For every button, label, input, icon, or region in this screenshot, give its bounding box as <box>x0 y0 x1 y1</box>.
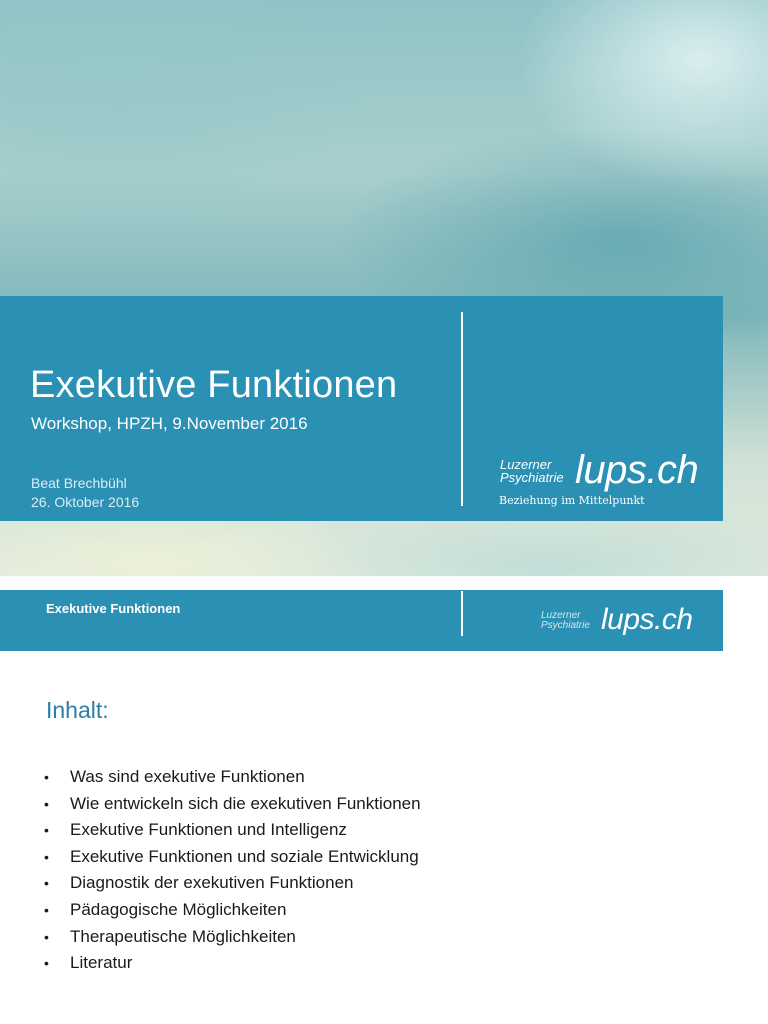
bullet-icon: • <box>44 955 49 972</box>
list-item-text: Pädagogische Möglichkeiten <box>70 899 287 919</box>
presentation-title: Exekutive Funktionen <box>30 364 398 406</box>
logo-line-2: Psychiatrie <box>500 470 564 485</box>
bullet-icon: • <box>44 795 49 812</box>
list-item <box>44 950 421 977</box>
list-item-text: Wie entwickeln sich die exekutiven Funktionen <box>70 793 421 813</box>
header-logo-line-1: Luzerner <box>541 610 581 621</box>
header-logo-line-2: Psychiatrie <box>541 620 590 631</box>
divider-line <box>461 312 463 506</box>
slide-header-title: Exekutive Funktionen <box>46 601 181 616</box>
list-item-text: Was sind exekutive Funktionen <box>70 767 305 786</box>
list-item-text: Therapeutische Möglichkeiten <box>70 926 296 946</box>
list-item <box>44 870 421 897</box>
author-name: Beat Brechbühl <box>31 475 127 491</box>
contents-heading: Inhalt: <box>46 697 109 723</box>
contents-list <box>44 764 421 977</box>
presentation-date: 26. Oktober 2016 <box>31 494 140 510</box>
list-item <box>44 817 421 844</box>
logo-brand: lups.ch <box>575 448 699 492</box>
bullet-icon: • <box>44 769 49 785</box>
header-lups-logo <box>541 605 701 641</box>
logo-org-name <box>500 458 564 484</box>
bullet-icon: • <box>44 901 49 918</box>
list-item-text: Exekutive Funktionen und Intelligenz <box>70 820 347 840</box>
list-item-text: Literatur <box>70 953 133 973</box>
list-item <box>44 897 421 924</box>
bullet-icon: • <box>44 875 49 892</box>
bullet-icon: • <box>44 848 49 865</box>
list-item-text: Diagnostik der exekutiven Funktionen <box>70 873 354 893</box>
header-logo-brand: lups.ch <box>601 603 693 636</box>
list-item <box>44 764 421 791</box>
bullet-icon: • <box>44 928 49 945</box>
bullet-icon: • <box>44 822 49 839</box>
list-item-text: Exekutive Funktionen und soziale Entwicklung <box>70 846 419 866</box>
list-item <box>44 791 421 818</box>
presentation-subtitle: Workshop, HPZH, 9.November 2016 <box>31 414 308 433</box>
header-logo-org-name <box>541 611 590 631</box>
logo-line-1: Luzerner <box>500 457 552 472</box>
list-item <box>44 844 421 871</box>
list-item <box>44 924 421 951</box>
header-divider-line <box>461 591 463 636</box>
logo-tagline: Beziehung im Mittelpunkt <box>499 494 645 507</box>
